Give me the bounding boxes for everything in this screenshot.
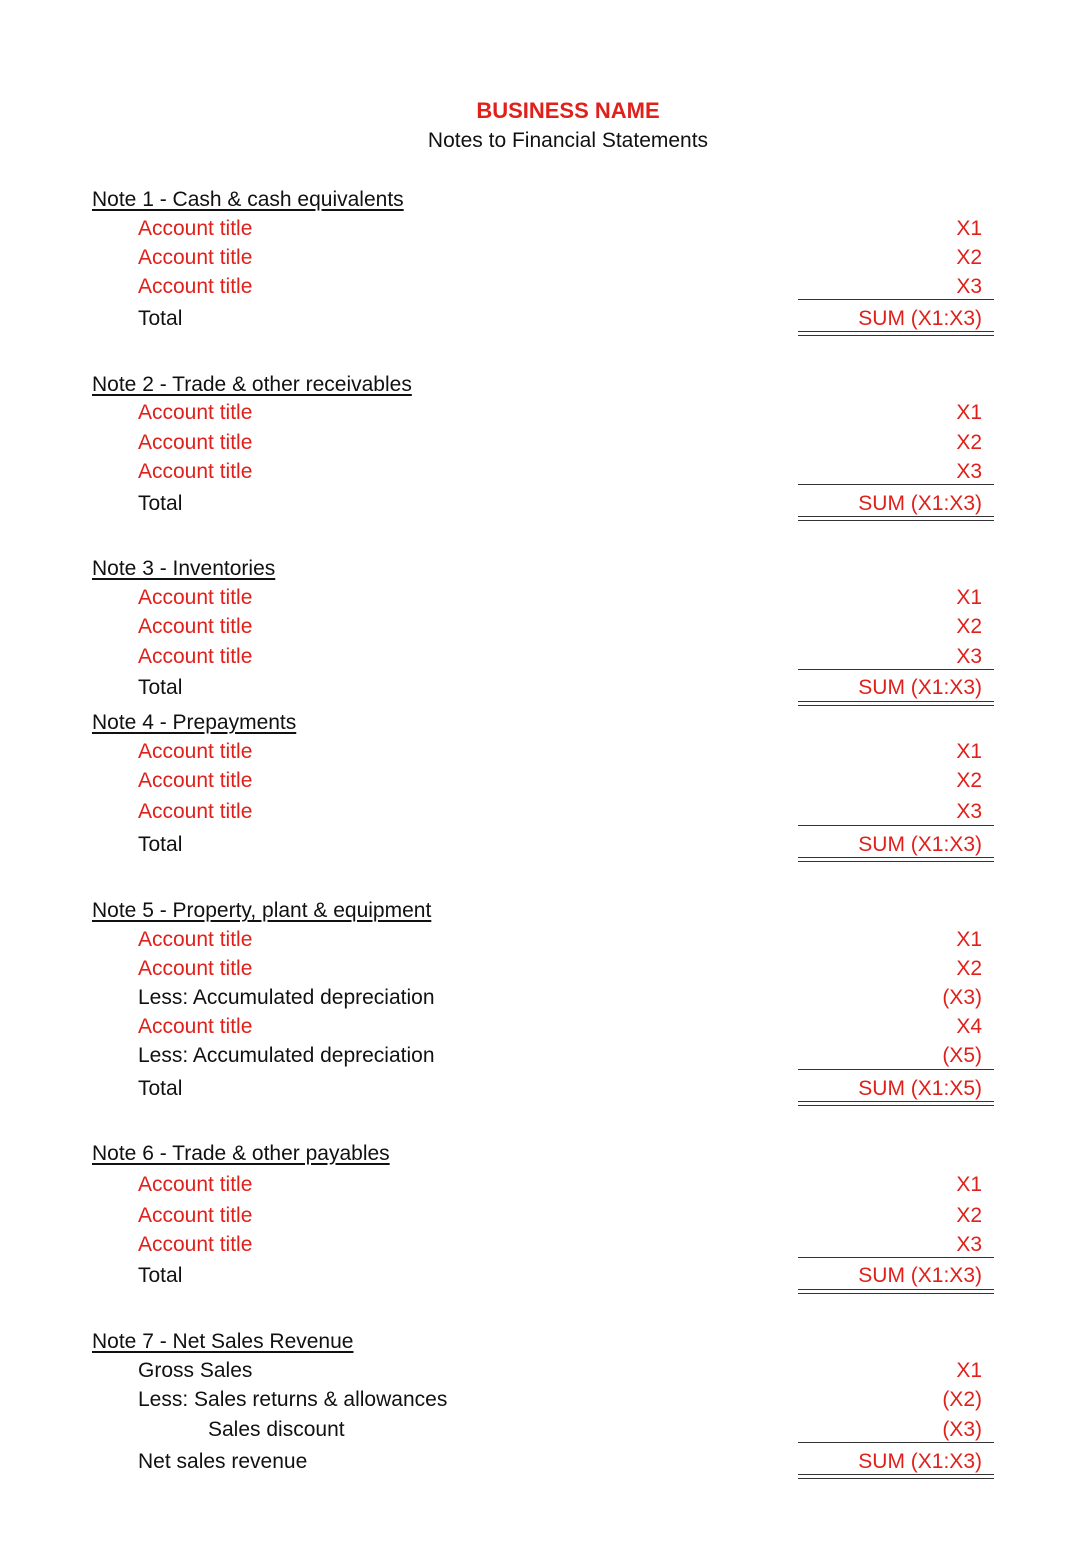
account-title-label: Account title	[138, 275, 253, 298]
note-3-title: Note 3 - Inventories	[92, 557, 276, 580]
subtotal-rule	[798, 1442, 994, 1443]
note-5-header-row	[0, 897, 1080, 925]
amount-value: X1	[956, 401, 982, 424]
total-double-rule	[798, 331, 994, 336]
total-amount: SUM (X1:X3)	[858, 1264, 982, 1287]
note-1-total-row	[0, 305, 1080, 333]
account-title-label: Account title	[138, 800, 253, 823]
amount-value: X1	[956, 928, 982, 951]
note-3-row	[0, 643, 1080, 671]
amount-value: X3	[956, 800, 982, 823]
note-6-row	[0, 1171, 1080, 1199]
subtotal-rule	[798, 669, 994, 670]
note-2-title: Note 2 - Trade & other receivables	[92, 373, 412, 396]
account-title-label: Account title	[138, 1233, 253, 1256]
account-title-label: Account title	[138, 431, 253, 454]
total-amount: SUM (X1:X5)	[858, 1077, 982, 1100]
note-3-header-row	[0, 555, 1080, 583]
account-title-label: Account title	[138, 928, 253, 951]
amount-value: X4	[956, 1015, 982, 1038]
note-4-header-row	[0, 709, 1080, 737]
note-5-row	[0, 1013, 1080, 1041]
note-2-row	[0, 458, 1080, 486]
total-label: Total	[138, 833, 183, 856]
subtotal-rule	[798, 484, 994, 485]
total-label: Total	[138, 307, 183, 330]
total-label: Total	[138, 676, 183, 699]
page-subtitle: Notes to Financial Statements	[427, 129, 709, 152]
note-4-row	[0, 767, 1080, 795]
gross-sales-label: Gross Sales	[138, 1359, 253, 1382]
note-1-row	[0, 244, 1080, 272]
note-5-row	[0, 1042, 1080, 1070]
total-double-rule	[798, 1101, 994, 1106]
total-double-rule	[798, 701, 994, 706]
note-5-total-row	[0, 1075, 1080, 1103]
note-1-row	[0, 215, 1080, 243]
amount-value: X1	[956, 740, 982, 763]
amount-value: X3	[956, 1233, 982, 1256]
account-title-label: Account title	[138, 401, 253, 424]
amount-value: X2	[956, 769, 982, 792]
note-7-header-row	[0, 1328, 1080, 1356]
account-title-label: Account title	[138, 1015, 253, 1038]
note-5-row	[0, 984, 1080, 1012]
amount-value: (X3)	[942, 986, 982, 1009]
note-6-row	[0, 1231, 1080, 1259]
total-amount: SUM (X1:X3)	[858, 833, 982, 856]
note-6-row	[0, 1202, 1080, 1230]
note-3-row	[0, 584, 1080, 612]
note-3-row	[0, 613, 1080, 641]
note-4-row	[0, 798, 1080, 826]
amount-value: (X2)	[942, 1388, 982, 1411]
note-6-title: Note 6 - Trade & other payables	[92, 1142, 390, 1165]
total-label: Total	[138, 1077, 183, 1100]
note-4-total-row	[0, 831, 1080, 859]
total-amount: SUM (X1:X3)	[858, 676, 982, 699]
total-double-rule	[798, 516, 994, 521]
note-7-row	[0, 1357, 1080, 1385]
note-3-total-row	[0, 674, 1080, 702]
note-2-row	[0, 399, 1080, 427]
note-4-title: Note 4 - Prepayments	[92, 711, 297, 734]
amount-value: X2	[956, 246, 982, 269]
amount-value: X2	[956, 615, 982, 638]
account-title-label: Account title	[138, 769, 253, 792]
note-1-row	[0, 273, 1080, 301]
amount-value: X1	[956, 217, 982, 240]
total-double-rule	[798, 1474, 994, 1479]
note-1-title: Note 1 - Cash & cash equivalents	[92, 188, 404, 211]
amount-value: (X5)	[942, 1044, 982, 1067]
note-5-row	[0, 926, 1080, 954]
total-double-rule	[798, 1289, 994, 1294]
note-6-header-row	[0, 1140, 1080, 1168]
note-4-row	[0, 738, 1080, 766]
sales-returns-label: Less: Sales returns & allowances	[138, 1388, 448, 1411]
total-amount: SUM (X1:X3)	[858, 1450, 982, 1473]
accumulated-depreciation-label: Less: Accumulated depreciation	[138, 1044, 435, 1067]
note-2-row	[0, 429, 1080, 457]
note-7-title: Note 7 - Net Sales Revenue	[92, 1330, 354, 1353]
note-7-row	[0, 1386, 1080, 1414]
amount-value: X1	[956, 1359, 982, 1382]
subtotal-rule	[798, 1257, 994, 1258]
account-title-label: Account title	[138, 460, 253, 483]
note-6-total-row	[0, 1262, 1080, 1290]
total-amount: SUM (X1:X3)	[858, 492, 982, 515]
account-title-label: Account title	[138, 957, 253, 980]
amount-value: X2	[956, 431, 982, 454]
account-title-label: Account title	[138, 645, 253, 668]
note-1-header-row	[0, 186, 1080, 214]
account-title-label: Account title	[138, 217, 253, 240]
subtotal-rule	[798, 1069, 994, 1070]
account-title-label: Account title	[138, 1173, 253, 1196]
note-5-title: Note 5 - Property, plant & equipment	[92, 899, 432, 922]
amount-value: X2	[956, 1204, 982, 1227]
amount-value: X1	[956, 1173, 982, 1196]
total-label: Total	[138, 1264, 183, 1287]
amount-value: X3	[956, 275, 982, 298]
amount-value: X2	[956, 957, 982, 980]
account-title-label: Account title	[138, 586, 253, 609]
account-title-label: Account title	[138, 1204, 253, 1227]
subtotal-rule	[798, 299, 994, 300]
subtotal-rule	[798, 825, 994, 826]
amount-value: X3	[956, 460, 982, 483]
account-title-label: Account title	[138, 246, 253, 269]
accumulated-depreciation-label: Less: Accumulated depreciation	[138, 986, 435, 1009]
total-double-rule	[798, 857, 994, 862]
total-amount: SUM (X1:X3)	[858, 307, 982, 330]
note-2-header-row	[0, 371, 1080, 399]
account-title-label: Account title	[138, 615, 253, 638]
note-7-row	[0, 1416, 1080, 1444]
amount-value: X1	[956, 586, 982, 609]
sales-discount-label: Sales discount	[208, 1418, 345, 1441]
amount-value: X3	[956, 645, 982, 668]
total-label: Total	[138, 492, 183, 515]
note-7-total-row	[0, 1448, 1080, 1476]
net-sales-revenue-label: Net sales revenue	[138, 1450, 308, 1473]
account-title-label: Account title	[138, 740, 253, 763]
note-2-total-row	[0, 490, 1080, 518]
amount-value: (X3)	[942, 1418, 982, 1441]
note-5-row	[0, 955, 1080, 983]
business-name: BUSINESS NAME	[476, 98, 660, 123]
